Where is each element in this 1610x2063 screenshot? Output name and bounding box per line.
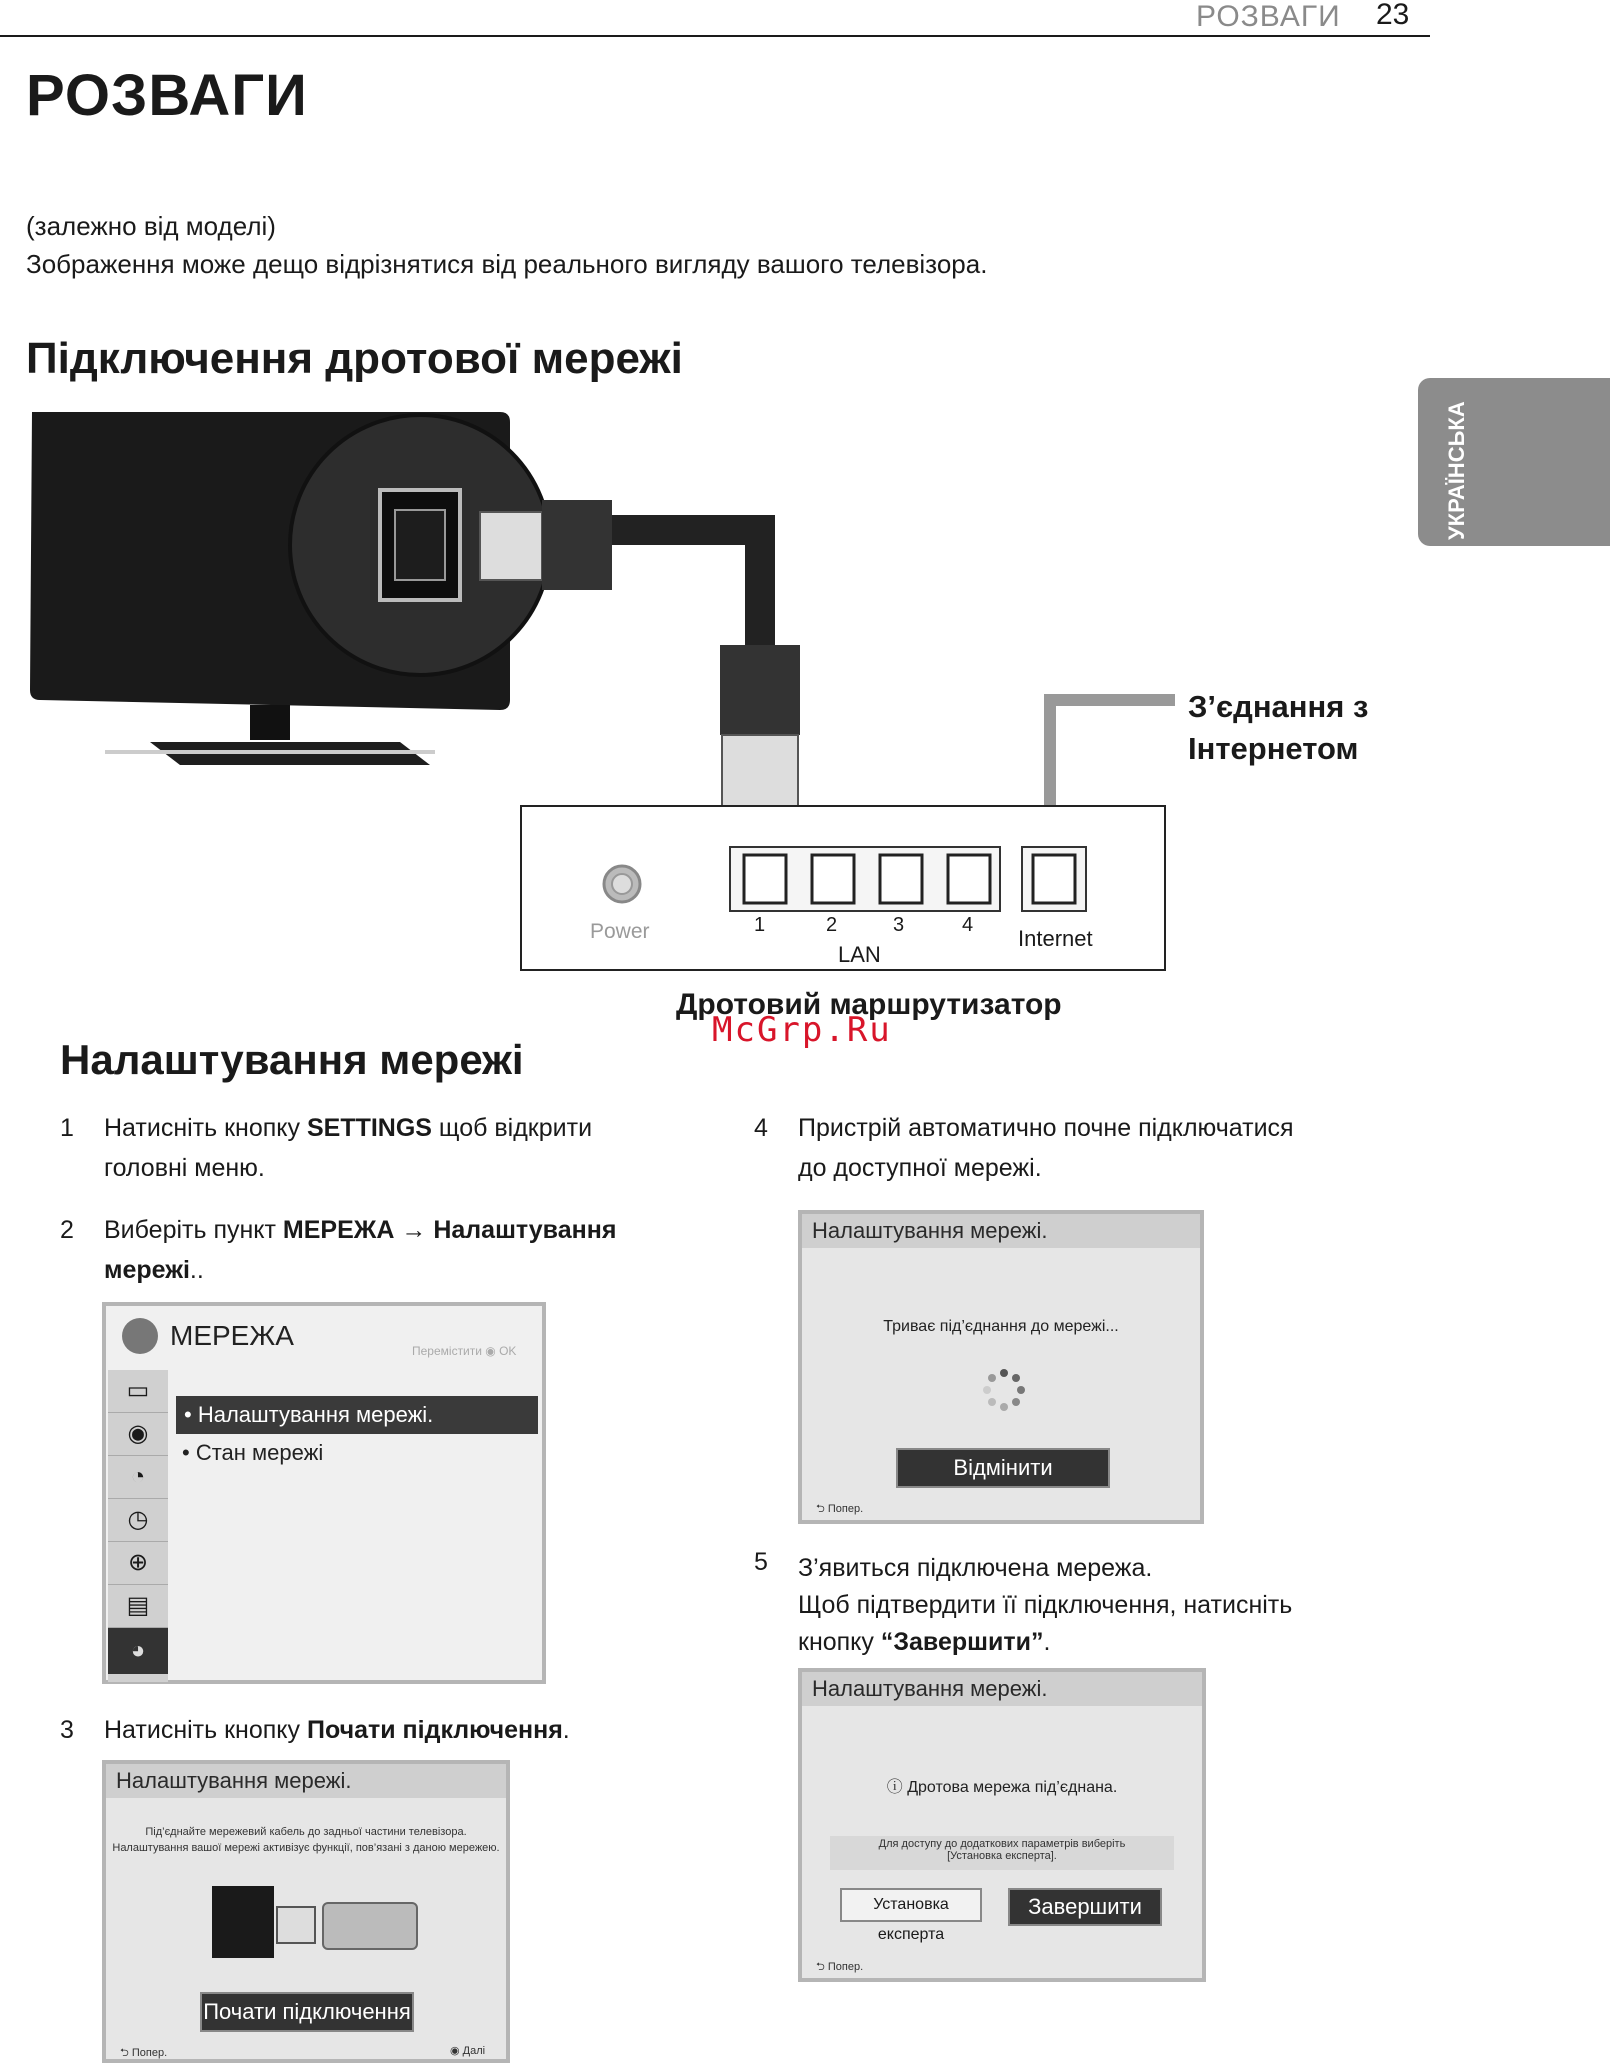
router-caption: Дротовий маршрутизатор — [676, 988, 1062, 1021]
lan-label: LAN — [838, 942, 881, 967]
intro — [26, 207, 987, 283]
satellite-icon[interactable]: ◔ — [108, 1456, 168, 1499]
menu-item-network-settings[interactable]: • Налаштування мережі. — [176, 1396, 538, 1434]
internet-port-label: Internet — [1018, 926, 1093, 951]
cable-illustration — [322, 1902, 418, 1950]
clock-icon[interactable]: ◷ — [108, 1499, 168, 1542]
tv-icon[interactable]: ▭ — [108, 1370, 168, 1413]
done-info-box — [830, 1836, 1174, 1870]
intro-line-1: (залежно від моделі) — [26, 211, 276, 241]
step-2-text: Виберіть пункт МЕРЕЖА → Налаштування мережі.. — [104, 1216, 617, 1284]
loading-spinner-icon — [982, 1368, 1026, 1412]
wired-heading: Підключення дротової мережі — [26, 334, 683, 383]
done-screen — [798, 1668, 1206, 1982]
tv-neck — [250, 705, 290, 740]
network-menu-screen — [102, 1302, 546, 1684]
briefcase-icon[interactable]: ▤ — [108, 1585, 168, 1628]
done-info-1: Для доступу до додаткових параметрів виберіть — [878, 1838, 1126, 1850]
info-icon: ⓘ — [886, 1779, 903, 1796]
header-section: РОЗВАГИ — [1196, 0, 1341, 33]
globe-icon — [122, 1318, 158, 1354]
menu-sidebar — [108, 1370, 168, 1682]
expert-setup-button[interactable]: Установка експерта — [840, 1888, 982, 1922]
done-screen-title: Налаштування мережі. — [802, 1672, 1202, 1706]
plug-illustration — [276, 1906, 316, 1944]
progress-screen — [798, 1210, 1204, 1524]
internet-cable — [1050, 700, 1175, 815]
lan-port-3-label: 3 — [893, 914, 905, 936]
internet-label: З’єднання з Інтернетом — [1188, 689, 1369, 766]
menu-item-network-status[interactable]: • Стан мережі — [182, 1440, 324, 1465]
progress-back[interactable]: ⮌ Попер. — [816, 1503, 864, 1515]
cancel-button[interactable]: Відмінити — [896, 1448, 1110, 1488]
done-status: ⓘ Дротова мережа під’єднана. — [886, 1779, 1118, 1796]
step-4-text: Пристрій автоматично почне підключатися до доступної мережі. — [798, 1114, 1294, 1182]
step-4-number: 4 — [754, 1114, 768, 1142]
step-3-number: 3 — [60, 1716, 74, 1744]
power-label: Power — [590, 920, 650, 943]
page-number: 23 — [1376, 0, 1410, 31]
language-tab-label: УКРАЇНСЬКА — [1444, 401, 1469, 540]
done-back[interactable]: ⮌ Попер. — [816, 1961, 864, 1973]
header-rule — [0, 35, 1430, 37]
step-1-text: Натисніть кнопку SETTINGS щоб відкрити головні меню. — [104, 1114, 593, 1182]
step-5-number: 5 — [754, 1548, 768, 1576]
setup-heading: Налаштування мережі — [60, 1036, 524, 1083]
step-3-text: Натисніть кнопку Почати підключення. — [104, 1716, 570, 1744]
done-info-2: [Установка експерта]. — [947, 1850, 1057, 1862]
intro-line-2: Зображення може дещо відрізнятися від реального вигляду вашого телевізора. — [26, 249, 988, 279]
connect-text-2: Налаштування вашої мережі активізує функції, пов’язані з даною мережею. — [112, 1842, 500, 1854]
page-title: РОЗВАГИ — [26, 63, 308, 128]
menu-hint: Перемістити ◉ OK — [412, 1344, 517, 1358]
watermark: McGrp.Ru — [712, 1010, 892, 1050]
connect-next[interactable]: ◉ Далі — [450, 2045, 486, 2057]
lan-port-1-label: 1 — [754, 914, 766, 936]
progress-text: Триває під’єднання до мережі... — [883, 1318, 1119, 1335]
menu-title: МЕРЕЖА — [170, 1320, 294, 1351]
connect-text-1: Під’єднайте мережевий кабель до задньої частини телевізора. — [145, 1826, 467, 1838]
tv-port-illustration — [212, 1886, 274, 1958]
tv-floor-line — [105, 750, 435, 754]
speaker-icon[interactable]: ◉ — [108, 1413, 168, 1456]
step-2-number: 2 — [60, 1216, 74, 1244]
step-1-number: 1 — [60, 1114, 74, 1142]
lock-icon[interactable]: ⊕ — [108, 1542, 168, 1585]
step-5-text: З’явиться підключена мережа. Щоб підтвердити її підключення, натисніть кнопку “Завершити”. — [798, 1554, 1293, 1656]
network-icon[interactable]: ◕ — [108, 1628, 168, 1674]
connect-screen — [102, 1760, 510, 2063]
lan-port-2-label: 2 — [826, 914, 838, 936]
tv-plug — [480, 512, 542, 580]
finish-button[interactable]: Завершити — [1008, 1888, 1162, 1926]
connect-screen-title: Налаштування мережі. — [106, 1764, 506, 1798]
connect-back[interactable]: ⮌ Попер. — [120, 2047, 168, 2059]
lan-port-4-label: 4 — [962, 914, 974, 936]
start-connection-button[interactable]: Почати підключення — [200, 1992, 414, 2032]
progress-screen-title: Налаштування мережі. — [802, 1214, 1200, 1248]
